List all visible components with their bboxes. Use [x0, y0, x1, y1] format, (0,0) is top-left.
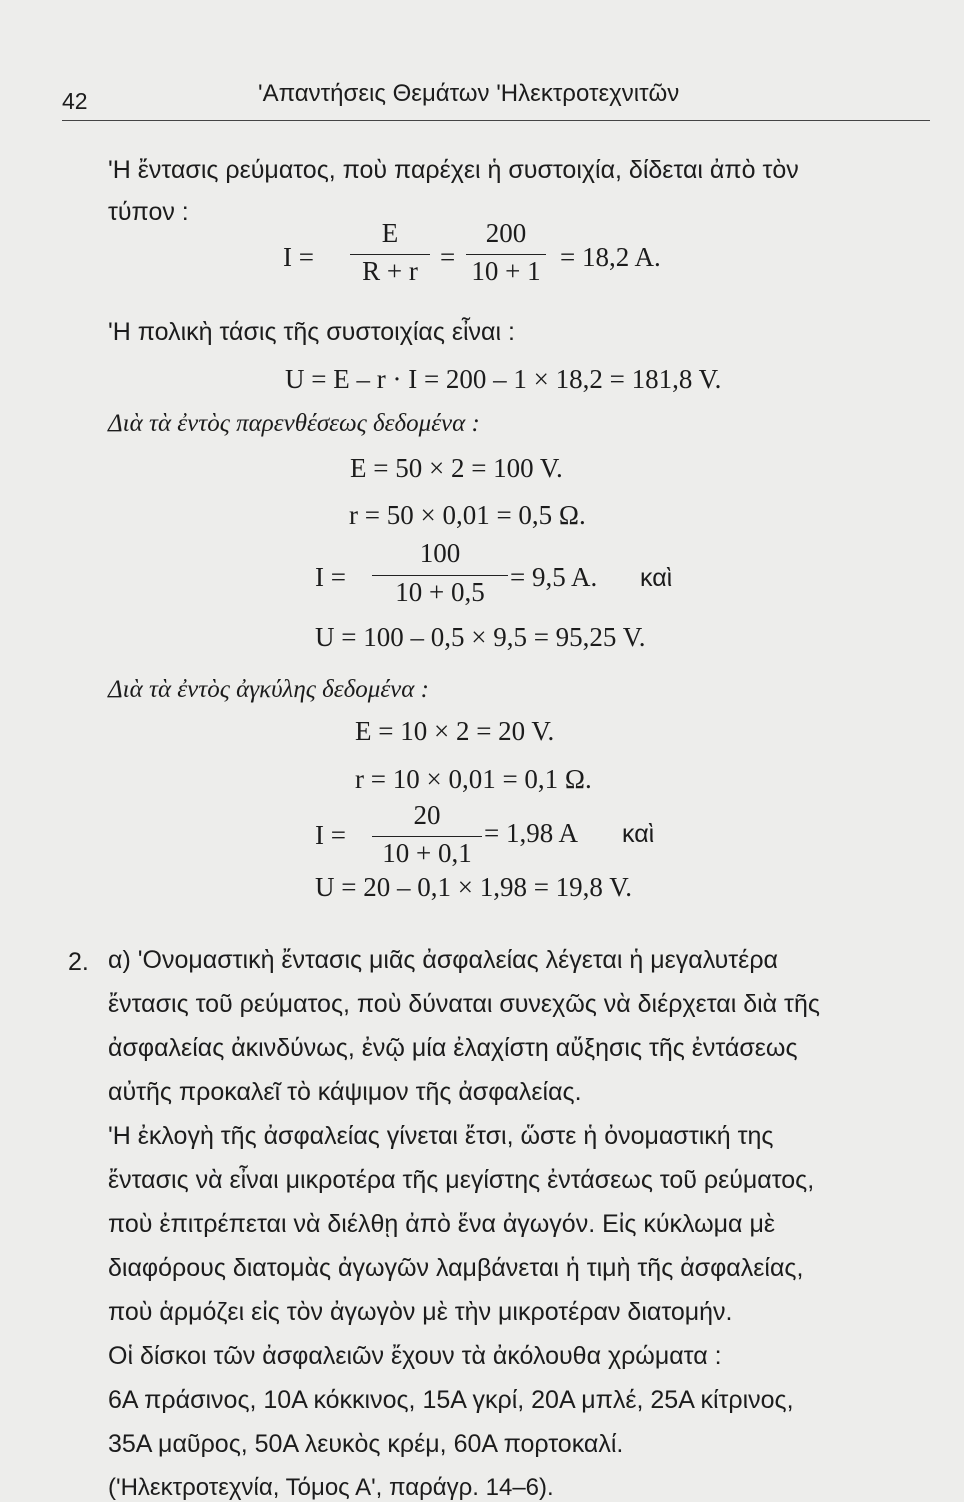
section2-line: αὐτῆς προκαλεῖ τὸ κάψιμον τῆς ἀσφαλείας.	[108, 1078, 582, 1106]
section-number: 2.	[68, 948, 89, 976]
reference: ('Ηλεκτροτεχνία, Τόμος Α', παράγρ. 14–6).	[108, 1474, 554, 1501]
section2-line: 6A πράσινος, 10A κόκκινος, 15A γκρί, 20A μπλέ, 25A κίτρινος,	[108, 1386, 794, 1414]
bracket-I-result: = 1,98 A	[484, 818, 578, 848]
parallel-E: E = 50 × 2 = 100 V.	[350, 453, 563, 483]
section2-line: 'Η ἐκλογὴ τῆς ἀσφαλείας γίνεται ἔτσι, ὥστε ἡ ὀνομαστική της	[108, 1122, 774, 1150]
parallel-I-num: 100	[419, 538, 461, 568]
bracket-U: U = 20 – 0,1 × 1,98 = 19,8 V.	[315, 872, 632, 902]
formula1-den2: 10 + 1	[471, 256, 541, 286]
polar-voltage-label: 'Η πολικὴ τάσις τῆς συστοιχίας εἶναι :	[108, 318, 515, 346]
bracket-E: E = 10 × 2 = 20 V.	[355, 716, 555, 746]
parallel-I-den: 10 + 0,5	[395, 577, 485, 607]
parallel-I-result: = 9,5 A.	[510, 562, 598, 592]
section2-line: 35A μαῦρος, 50A λευκὸς κρέμ, 60A πορτοκαλί.	[108, 1430, 624, 1458]
section2-line: διαφόρους διατομὰς ἀγωγῶν λαμβάνεται ἡ τιμὴ τῆς ἀσφαλείας,	[108, 1254, 804, 1282]
section2-line: α) 'Ονομαστικὴ ἔντασις μιᾶς ἀσφαλείας λέγεται ἡ μεγαλυτέρα	[108, 946, 778, 974]
section2-line: ποὺ ἁρμόζει εἰς τὸν ἀγωγὸν μὲ τὴν μικροτέραν διατομήν.	[108, 1298, 733, 1326]
formula1-num2: 200	[485, 218, 527, 248]
bracket-I-and: καὶ	[622, 820, 655, 848]
section2-line: ἔντασις τοῦ ρεύματος, ποὺ δύναται συνεχῶς νὰ διέρχεται διὰ τῆς	[108, 990, 820, 1018]
parallel-U: U = 100 – 0,5 × 9,5 = 95,25 V.	[315, 622, 646, 652]
formula1-eq1: =	[440, 242, 456, 272]
bracket-I-lhs: I =	[315, 820, 346, 850]
section2-line: ἀσφαλείας ἀκινδύνως, ἐνῷ μία ἐλαχίστη αὔξησις τῆς ἐντάσεως	[108, 1034, 798, 1062]
formula1-den1: R + r	[362, 256, 418, 286]
formula1-result: = 18,2 A.	[560, 242, 661, 272]
bracket-heading: Διὰ τὰ ἐντὸς ἀγκύλης δεδομένα :	[108, 676, 429, 703]
intro-line-2: τύπον :	[108, 198, 189, 226]
page-number: 42	[62, 88, 88, 114]
parallel-I-lhs: I =	[315, 562, 346, 592]
formula1-lhs: I =	[283, 242, 314, 272]
bracket-I-num: 20	[413, 800, 441, 830]
parallel-heading: Διὰ τὰ ἐντὸς παρενθέσεως δεδομένα :	[108, 410, 480, 437]
polar-voltage-formula: U = E – r · I = 200 – 1 × 18,2 = 181,8 V.	[285, 364, 722, 394]
bracket-r: r = 10 × 0,01 = 0,1 Ω.	[355, 764, 592, 794]
formula1-bar1	[350, 254, 430, 255]
section2-line: ποὺ ἐπιτρέπεται νὰ διέλθῃ ἀπὸ ἕνα ἀγωγόν. Εἰς κύκλωμα μὲ	[108, 1210, 775, 1238]
intro-line-1: 'Η ἔντασις ρεύματος, ποὺ παρέχει ἡ συστοιχία, δίδεται ἀπὸ τὸν	[108, 156, 799, 184]
bracket-I-bar	[372, 836, 482, 837]
section2-line: ἔντασις νὰ εἶναι μικροτέρα τῆς μεγίστης ἐντάσεως τοῦ ρεύματος,	[108, 1166, 815, 1194]
formula1-bar2	[466, 254, 546, 255]
parallel-I-and: καὶ	[640, 564, 673, 592]
formula1-num1: E	[381, 218, 399, 248]
bracket-I-den: 10 + 0,1	[382, 838, 472, 868]
section2-line: Οἱ δίσκοι τῶν ἀσφαλειῶν ἔχουν τὰ ἀκόλουθα χρώματα :	[108, 1342, 722, 1370]
running-title: 'Απαντήσεις Θεμάτων 'Ηλεκτροτεχνιτῶν	[258, 80, 680, 107]
parallel-r: r = 50 × 0,01 = 0,5 Ω.	[349, 500, 586, 530]
section2-body	[108, 938, 938, 1466]
parallel-I-bar	[372, 575, 508, 576]
header-rule	[62, 120, 930, 121]
